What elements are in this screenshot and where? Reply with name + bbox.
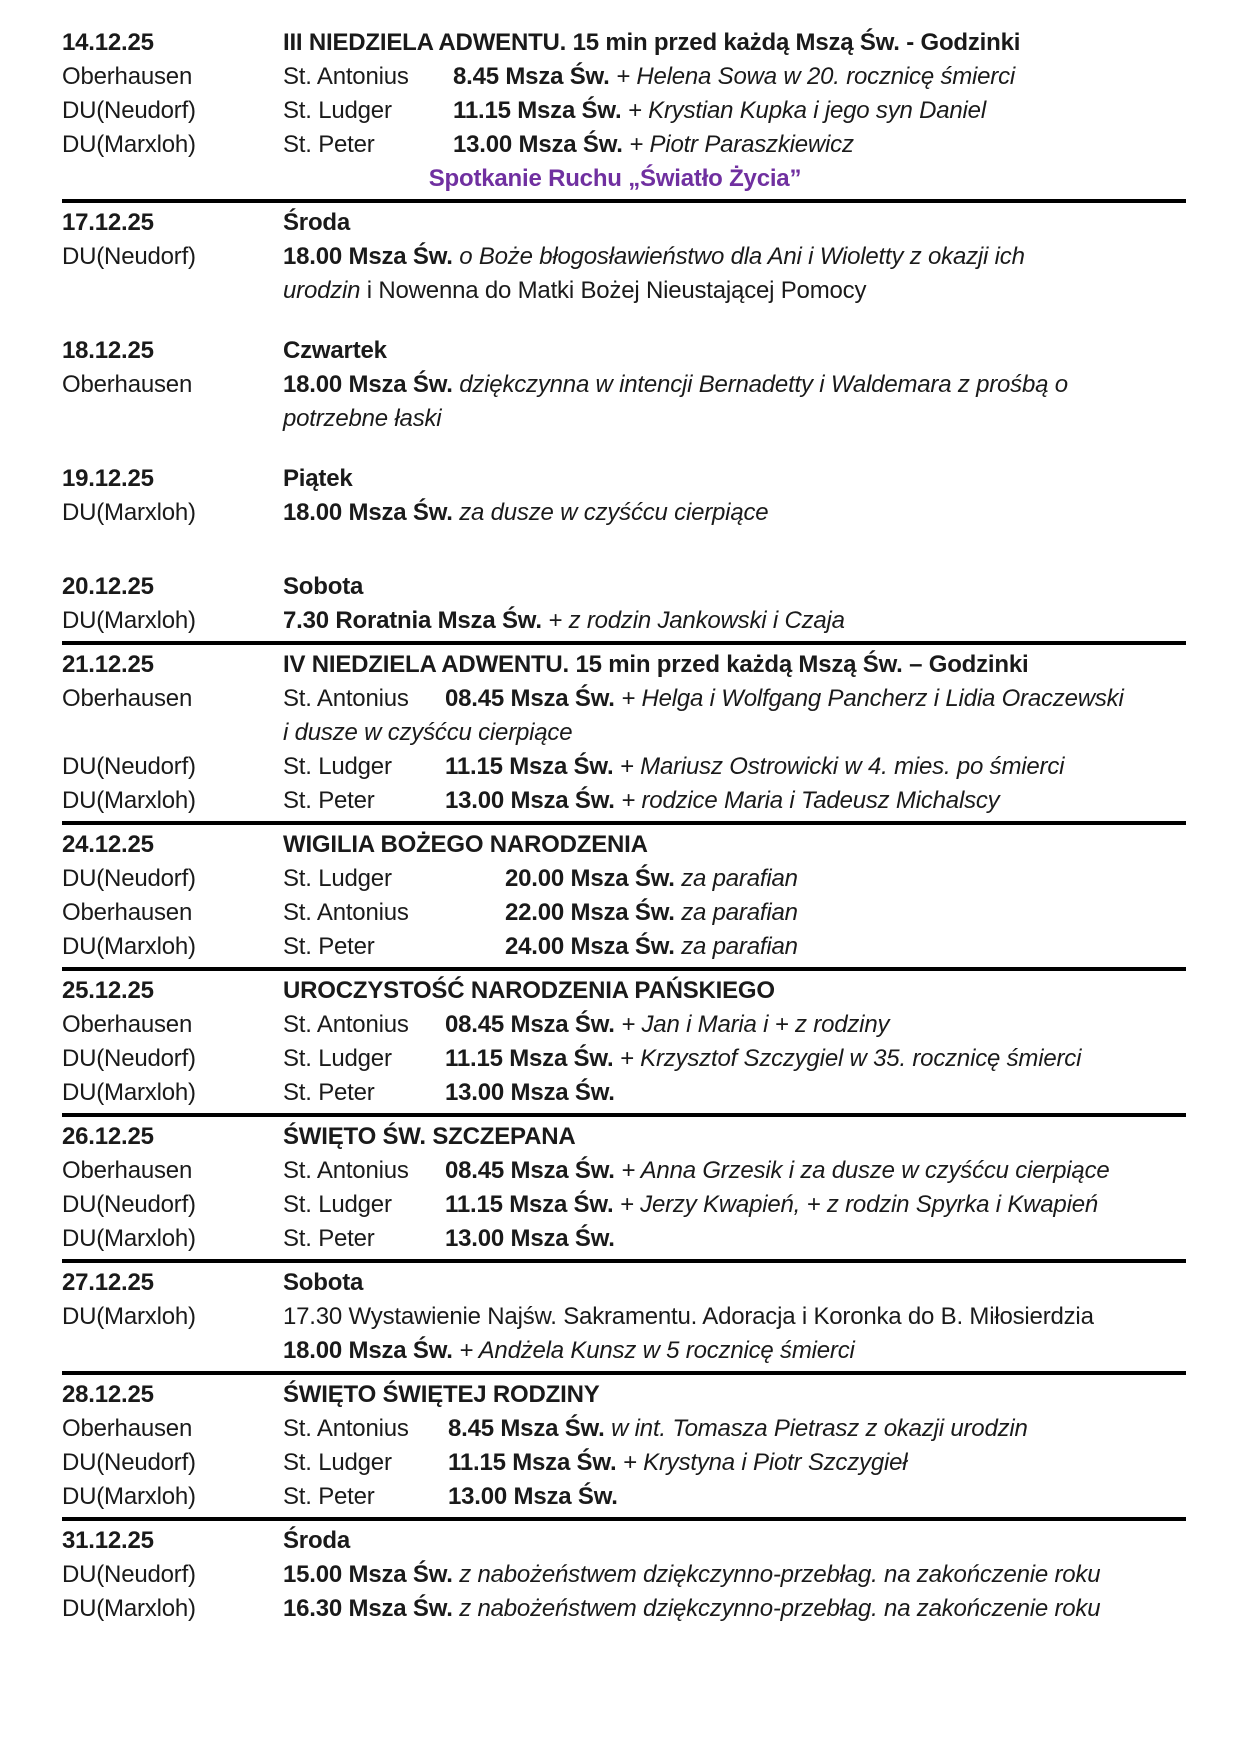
mass-intention: za parafian (681, 899, 798, 926)
location-cell: DU(Neudorf) (62, 1449, 196, 1476)
row-content (283, 682, 1186, 716)
mass-intention: i dusze w czyśćcu cierpiące (283, 719, 573, 746)
church-cell: St. Peter (283, 131, 375, 158)
church-cell: St. Antonius (283, 899, 409, 926)
mass-note: i Nowenna do Matki Bożej Nieustającej Pomocy (360, 277, 867, 304)
schedule-row (62, 274, 1186, 308)
mass-intention: + Anna Grzesik i za dusze w czyśćcu cierpiące (621, 1157, 1110, 1184)
section-title: Sobota (283, 573, 364, 600)
row-content (283, 1008, 1186, 1042)
section-header-row (62, 1524, 1186, 1558)
schedule-section (62, 641, 1186, 818)
section-header-row (62, 334, 1186, 368)
mass-time: 13.00 Msza Św. (445, 787, 622, 814)
mass-time: 7.30 Roratnia Msza Św. (283, 607, 549, 634)
row-content (283, 896, 1186, 930)
mass-time: 22.00 Msza Św. (505, 899, 682, 926)
schedule-row (62, 1076, 1186, 1110)
location-cell: DU(Neudorf) (62, 1045, 196, 1072)
mass-intention: + z rodzin Jankowski i Czaja (548, 607, 845, 634)
mass-time: 13.00 Msza Św. (448, 1483, 618, 1510)
mass-intention: + Helga i Wolfgang Pancherz i Lidia Oraczewski (621, 685, 1124, 712)
section-title: WIGILIA BOŻEGO NARODZENIA (283, 831, 648, 858)
section-title: Sobota (283, 1269, 364, 1296)
mass-time: 11.15 Msza Św. (445, 1045, 620, 1072)
row-content (283, 716, 1186, 750)
schedule-row (62, 1592, 1186, 1626)
schedule-row (62, 1188, 1186, 1222)
section-header-row (62, 26, 1186, 60)
schedule-row (62, 682, 1186, 716)
location-cell: DU(Marxloh) (62, 1225, 196, 1252)
schedule-section (62, 26, 1186, 196)
section-date: 20.12.25 (62, 573, 154, 600)
schedule-row (62, 1558, 1186, 1592)
mass-time: 13.00 Msza Św. (445, 1079, 615, 1106)
church-cell: St. Peter (283, 787, 375, 814)
mass-intention: za parafian (681, 865, 798, 892)
section-title: ŚWIĘTO ŚW. SZCZEPANA (283, 1123, 576, 1150)
schedule-row (62, 1334, 1186, 1368)
section-header-row (62, 1120, 1186, 1154)
row-content (283, 1558, 1186, 1592)
row-content (283, 496, 1186, 530)
schedule-table (62, 26, 1186, 1626)
row-content (283, 368, 1186, 402)
row-content (283, 128, 1186, 162)
schedule-row (62, 1042, 1186, 1076)
row-content (283, 240, 1186, 274)
section-title: Piątek (283, 465, 353, 492)
schedule-section (62, 1517, 1186, 1626)
location-cell: Oberhausen (62, 1157, 193, 1184)
schedule-row (62, 1154, 1186, 1188)
section-title: IV NIEDZIELA ADWENTU. 15 min przed każdą Mszą Św. – Godzinki (283, 651, 1029, 678)
section-title: Środa (283, 209, 351, 236)
row-content (283, 94, 1186, 128)
location-cell: Oberhausen (62, 685, 193, 712)
location-cell: Oberhausen (62, 1415, 193, 1442)
schedule-row (62, 496, 1186, 530)
mass-intention: + Krystian Kupka i jego syn Daniel (627, 97, 986, 124)
section-date: 14.12.25 (62, 29, 154, 56)
row-content (283, 1222, 1186, 1256)
mass-intention: + Mariusz Ostrowicki w 4. mies. po śmierci (619, 753, 1065, 780)
schedule-section (62, 462, 1186, 530)
section-date: 21.12.25 (62, 651, 154, 678)
mass-intention: + Krzysztof Szczygiel w 35. rocznicę śmierci (619, 1045, 1082, 1072)
section-title: Czwartek (283, 337, 387, 364)
row-content (283, 1154, 1186, 1188)
location-cell: DU(Neudorf) (62, 97, 196, 124)
row-content (283, 1334, 1186, 1368)
section-header-row (62, 974, 1186, 1008)
schedule-row (62, 128, 1186, 162)
schedule-row (62, 60, 1186, 94)
mass-time: 24.00 Msza Św. (505, 933, 682, 960)
church-cell: St. Antonius (283, 685, 409, 712)
row-content (283, 862, 1186, 896)
schedule-row (62, 1222, 1186, 1256)
church-cell: St. Ludger (283, 97, 392, 124)
section-title: ŚWIĘTO ŚWIĘTEJ RODZINY (283, 1381, 600, 1408)
schedule-section (62, 821, 1186, 964)
location-cell: Oberhausen (62, 63, 193, 90)
row-content (283, 604, 1186, 638)
schedule-row (62, 896, 1186, 930)
schedule-row (62, 1446, 1186, 1480)
location-cell: DU(Neudorf) (62, 243, 196, 270)
mass-intention: + Krystyna i Piotr Szczygieł (622, 1449, 908, 1476)
mass-intention: za dusze w czyśćcu cierpiące (459, 499, 769, 526)
church-cell: St. Ludger (283, 1045, 392, 1072)
schedule-row (62, 1412, 1186, 1446)
row-content (283, 784, 1186, 818)
section-title: UROCZYSTOŚĆ NARODZENIA PAŃSKIEGO (283, 977, 775, 1004)
church-cell: St. Peter (283, 933, 375, 960)
schedule-section (62, 1113, 1186, 1256)
section-header-row (62, 828, 1186, 862)
location-cell: DU(Marxloh) (62, 787, 196, 814)
mass-intention: + rodzice Maria i Tadeusz Michalscy (621, 787, 1000, 814)
location-cell: DU(Marxloh) (62, 131, 196, 158)
church-cell: St. Peter (283, 1225, 375, 1252)
location-cell: DU(Marxloh) (62, 499, 196, 526)
mass-time: 11.15 Msza Św. (453, 97, 628, 124)
mass-intention: w int. Tomasza Pietrasz z okazji urodzin (611, 1415, 1028, 1442)
mass-intention: dziękczynna w intencji Bernadetty i Waldemara z prośbą o (459, 371, 1068, 398)
mass-time: 08.45 Msza Św. (445, 1157, 622, 1184)
row-content (283, 1412, 1186, 1446)
mass-time: 8.45 Msza Św. (448, 1415, 612, 1442)
mass-time: 11.15 Msza Św. (445, 753, 620, 780)
section-date: 26.12.25 (62, 1123, 154, 1150)
schedule-section (62, 967, 1186, 1110)
schedule-section (62, 334, 1186, 436)
mass-time: 18.00 Msza Św. (283, 499, 460, 526)
row-content (283, 1042, 1186, 1076)
schedule-section (62, 1259, 1186, 1368)
mass-time: 15.00 Msza Św. (283, 1561, 460, 1588)
location-cell: Oberhausen (62, 1011, 193, 1038)
row-content (283, 1446, 1186, 1480)
schedule-row (62, 1300, 1186, 1334)
mass-intention: + Piotr Paraszkiewicz (629, 131, 854, 158)
schedule-row (62, 94, 1186, 128)
church-cell: St. Antonius (283, 1415, 409, 1442)
section-header-row (62, 206, 1186, 240)
section-date: 28.12.25 (62, 1381, 154, 1408)
church-cell: St. Ludger (283, 1191, 392, 1218)
row-content (283, 1480, 1186, 1514)
row-content (283, 402, 1186, 436)
section-date: 25.12.25 (62, 977, 154, 1004)
mass-note: 17.30 Wystawienie Najśw. Sakramentu. Adoracja i Koronka do B. Miłosierdzia (283, 1303, 1094, 1330)
row-content (283, 930, 1186, 964)
section-title: III NIEDZIELA ADWENTU. 15 min przed każdą Mszą Św. - Godzinki (283, 29, 1021, 56)
row-content (283, 750, 1186, 784)
section-date: 18.12.25 (62, 337, 154, 364)
church-cell: St. Antonius (283, 1157, 409, 1184)
section-date: 27.12.25 (62, 1269, 154, 1296)
section-header-row (62, 1378, 1186, 1412)
row-content (283, 60, 1186, 94)
schedule-row (62, 1008, 1186, 1042)
location-cell: Oberhausen (62, 371, 193, 398)
section-title: Środa (283, 1527, 351, 1554)
mass-intention: z nabożeństwem dziękczynno-przebłag. na zakończenie roku (459, 1595, 1101, 1622)
church-cell: St. Antonius (283, 63, 409, 90)
mass-intention: potrzebne łaski (283, 405, 442, 432)
section-date: 17.12.25 (62, 209, 154, 236)
schedule-section (62, 199, 1186, 308)
mass-time: 18.00 Msza Św. (283, 371, 460, 398)
location-cell: DU(Marxloh) (62, 1079, 196, 1106)
mass-intention: za parafian (681, 933, 798, 960)
row-content (283, 274, 1186, 308)
mass-intention: + Jerzy Kwapień, + z rodzin Spyrka i Kwapień (619, 1191, 1098, 1218)
church-cell: St. Antonius (283, 1011, 409, 1038)
location-cell: DU(Marxloh) (62, 1483, 196, 1510)
mass-time: 13.00 Msza Św. (445, 1225, 615, 1252)
mass-intention: + Jan i Maria i + z rodziny (621, 1011, 890, 1038)
meeting-notice: Spotkanie Ruchu „Światło Życia” (428, 165, 802, 192)
mass-time: 8.45 Msza Św. (453, 63, 617, 90)
church-cell: St. Ludger (283, 865, 392, 892)
row-content (283, 1300, 1186, 1334)
church-cell: St. Ludger (283, 1449, 392, 1476)
section-date: 19.12.25 (62, 465, 154, 492)
section-date: 24.12.25 (62, 831, 154, 858)
schedule-row (62, 368, 1186, 402)
church-cell: St. Peter (283, 1079, 375, 1106)
mass-time: 08.45 Msza Św. (445, 1011, 622, 1038)
mass-intention: z nabożeństwem dziękczynno-przebłag. na zakończenie roku (459, 1561, 1101, 1588)
mass-intention: o Boże błogosławieństwo dla Ani i Wioletty z okazji ich (459, 243, 1025, 270)
schedule-section (62, 1371, 1186, 1514)
schedule-section (62, 570, 1186, 638)
location-cell: DU(Neudorf) (62, 865, 196, 892)
section-date: 31.12.25 (62, 1527, 154, 1554)
location-cell: DU(Marxloh) (62, 1303, 196, 1330)
schedule-row (62, 402, 1186, 436)
mass-time: 16.30 Msza Św. (283, 1595, 460, 1622)
mass-time: 13.00 Msza Św. (453, 131, 630, 158)
location-cell: Oberhausen (62, 899, 193, 926)
mass-time: 20.00 Msza Św. (505, 865, 682, 892)
location-cell: DU(Neudorf) (62, 1191, 196, 1218)
schedule-row (62, 750, 1186, 784)
mass-intention: + Helena Sowa w 20. rocznicę śmierci (616, 63, 1016, 90)
mass-time: 11.15 Msza Św. (445, 1191, 620, 1218)
notice-row (62, 162, 1186, 196)
church-cell: St. Ludger (283, 753, 392, 780)
mass-intention: urodzin (283, 277, 361, 304)
location-cell: DU(Neudorf) (62, 753, 196, 780)
location-cell: DU(Marxloh) (62, 933, 196, 960)
section-header-row (62, 462, 1186, 496)
section-header-row (62, 648, 1186, 682)
location-cell: DU(Neudorf) (62, 1561, 196, 1588)
row-content (283, 1076, 1186, 1110)
mass-time: 18.00 Msza Św. (283, 243, 460, 270)
church-cell: St. Peter (283, 1483, 375, 1510)
location-cell: DU(Marxloh) (62, 607, 196, 634)
section-header-row (62, 1266, 1186, 1300)
location-cell: DU(Marxloh) (62, 1595, 196, 1622)
mass-time: 11.15 Msza Św. (448, 1449, 623, 1476)
row-content (283, 1188, 1186, 1222)
schedule-row (62, 862, 1186, 896)
schedule-row (62, 930, 1186, 964)
section-header-row (62, 570, 1186, 604)
schedule-row (62, 604, 1186, 638)
schedule-row (62, 716, 1186, 750)
schedule-row (62, 1480, 1186, 1514)
schedule-row (62, 240, 1186, 274)
schedule-row (62, 784, 1186, 818)
mass-intention: + Andżela Kunsz w 5 rocznicę śmierci (459, 1337, 855, 1364)
mass-time: 08.45 Msza Św. (445, 685, 622, 712)
row-content (283, 1592, 1186, 1626)
mass-time: 18.00 Msza Św. (283, 1337, 460, 1364)
